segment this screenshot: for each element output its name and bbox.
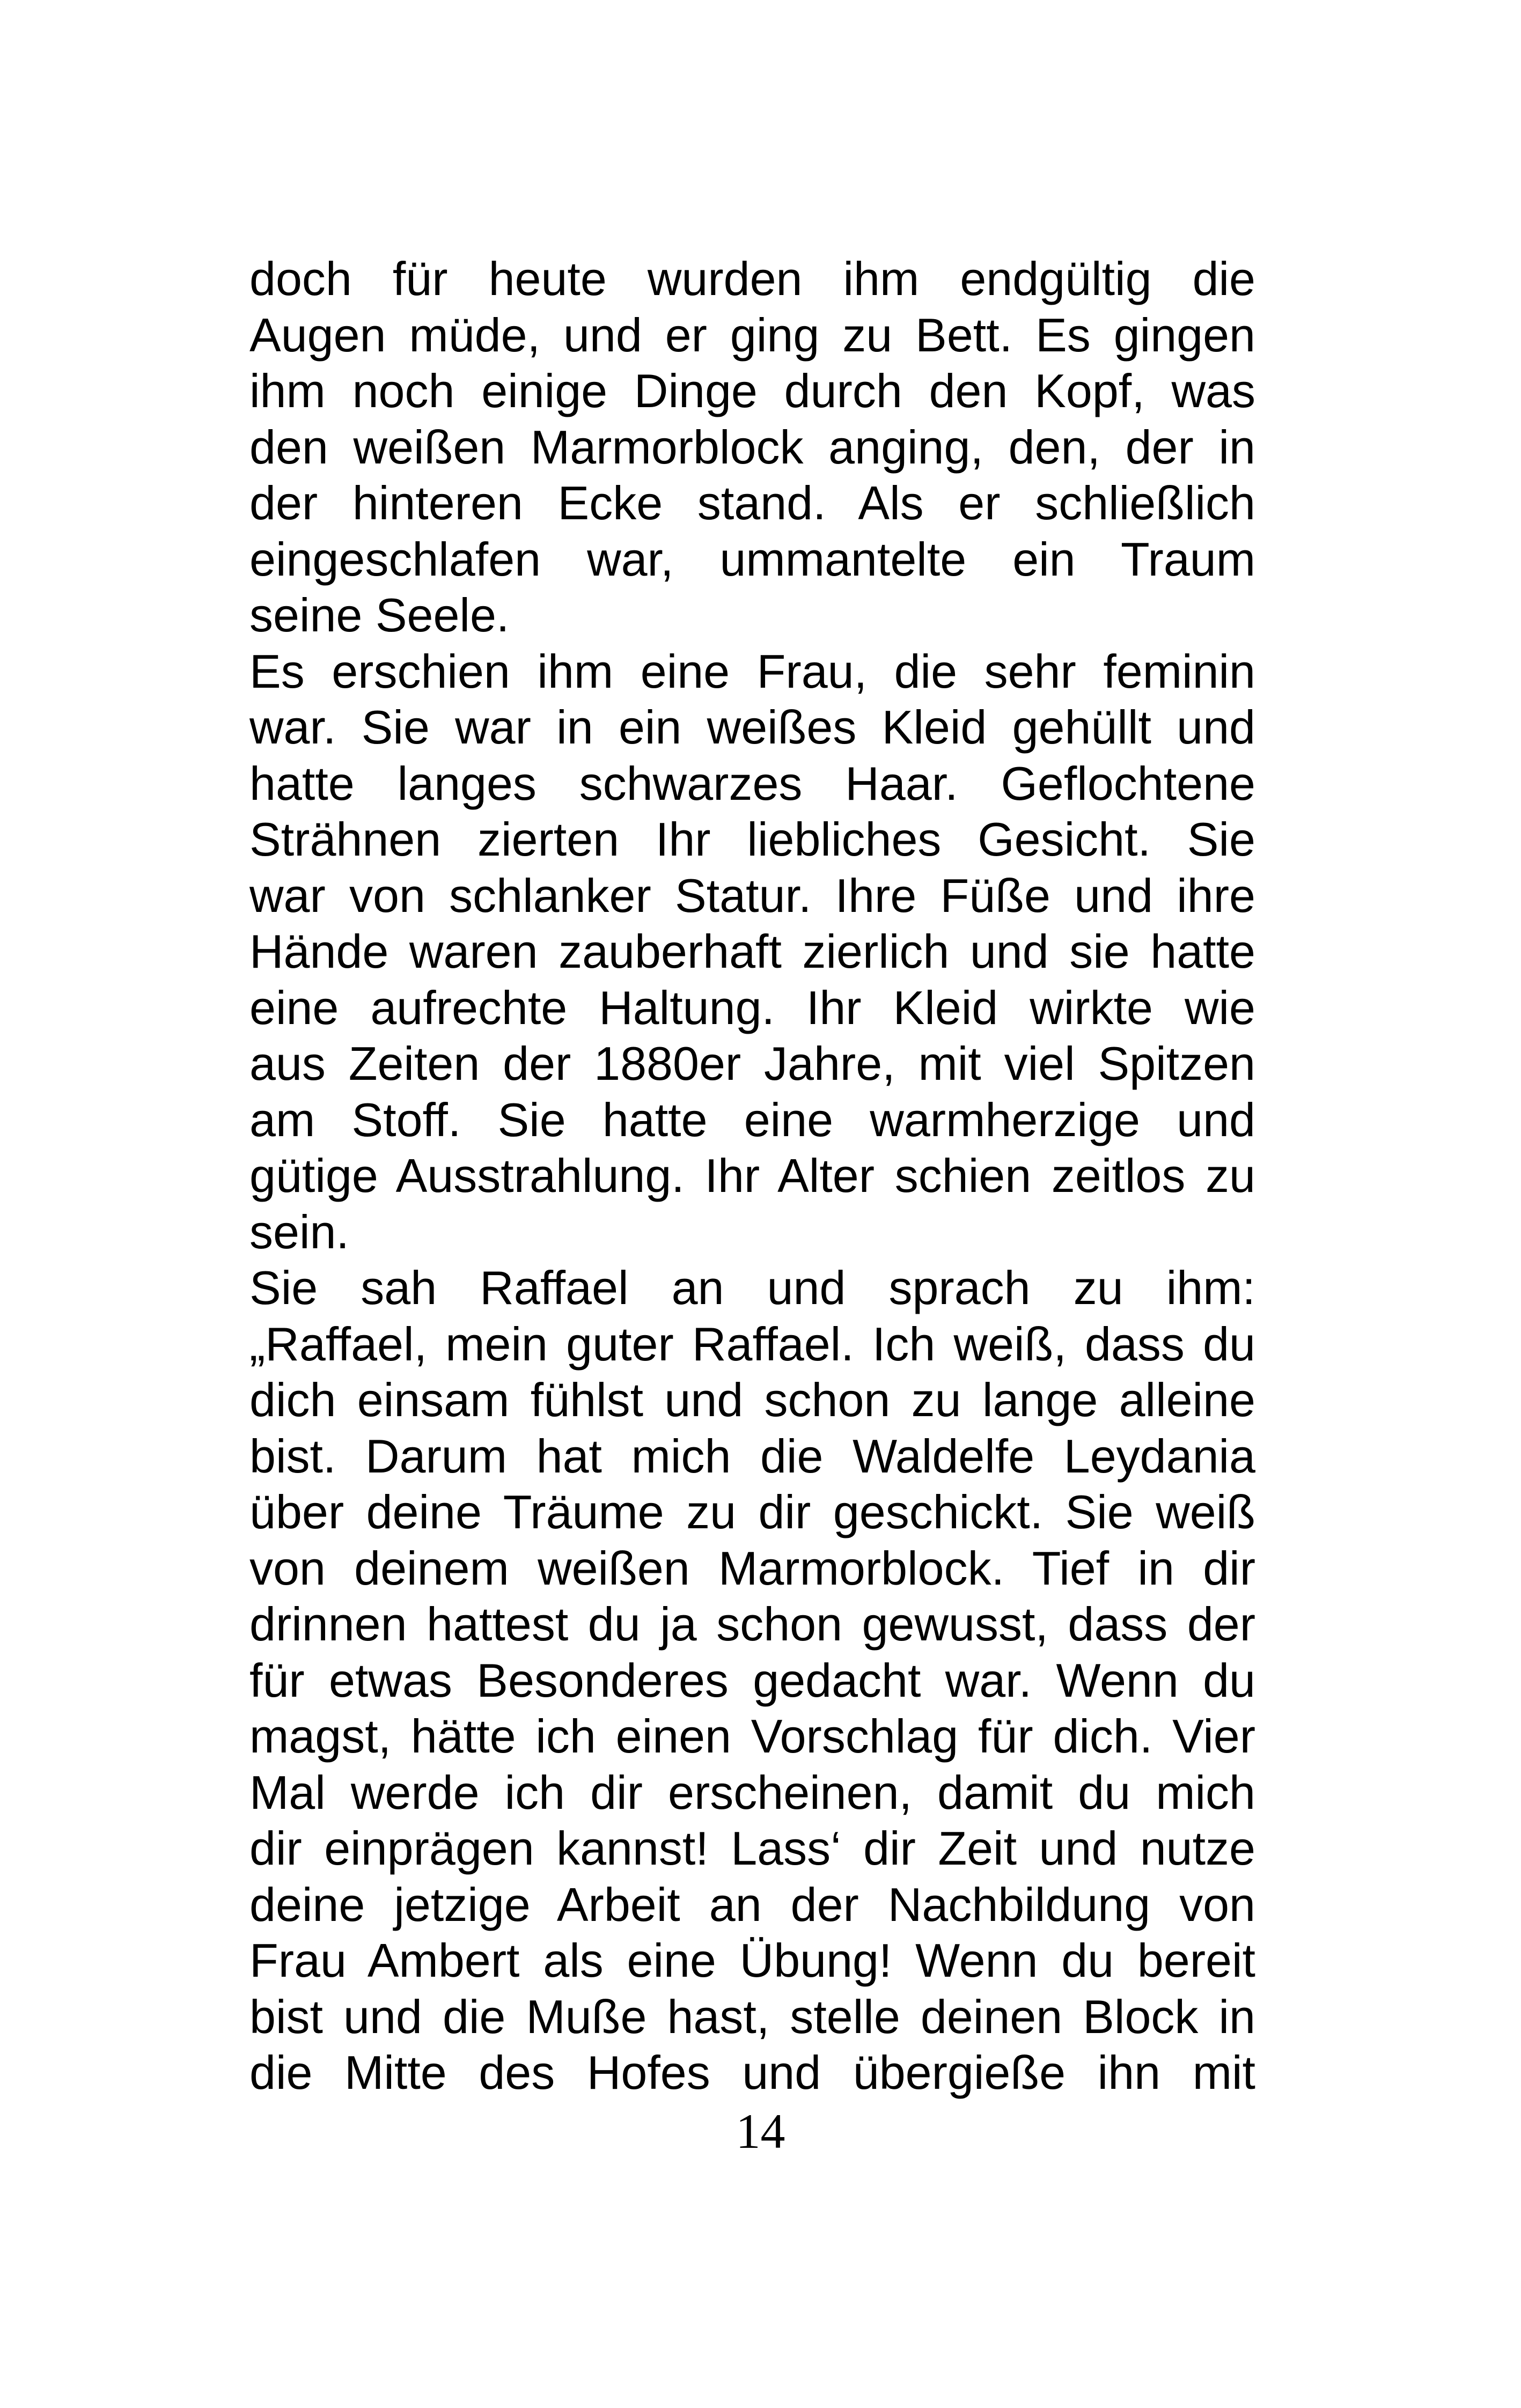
text-line: gütige Ausstrahlung. Ihr Alter schien zeitlos zu — [249, 1149, 1255, 1202]
text-line: Strähnen zierten Ihr liebliches Gesicht. Sie — [249, 813, 1255, 866]
text-line: Es erschien ihm eine Frau, die sehr feminin — [249, 644, 1255, 698]
text-line: Hände waren zauberhaft zierlich und sie hatte — [249, 925, 1255, 978]
text-line: von deinem weißen Marmorblock. Tief in dir — [249, 1541, 1255, 1595]
paragraph — [249, 644, 1255, 1261]
text-line: doch für heute wurden ihm endgültig die — [249, 252, 1255, 305]
text-line: bist. Darum hat mich die Waldelfe Leydania — [249, 1429, 1255, 1483]
text-line: aus Zeiten der 1880er Jahre, mit viel Spitzen — [249, 1037, 1255, 1090]
text-line: der hinteren Ecke stand. Als er schließlich — [249, 476, 1255, 529]
text-line: für etwas Besonderes gedacht war. Wenn du — [249, 1653, 1255, 1707]
body-text — [249, 251, 1255, 2101]
page-number: 14 — [736, 2104, 785, 2159]
text-line: „Raffael, mein guter Raffael. Ich weiß, dass du — [249, 1317, 1255, 1371]
text-line: Mal werde ich dir erscheinen, damit du mich — [249, 1765, 1255, 1819]
text-line: über deine Träume zu dir geschickt. Sie weiß — [249, 1485, 1255, 1538]
text-line: drinnen hattest du ja schon gewusst, dass der — [249, 1597, 1255, 1651]
text-line: Frau Ambert als eine Übung! Wenn du bereit — [249, 1934, 1255, 1987]
text-line: sein. — [249, 1205, 349, 1258]
text-line: den weißen Marmorblock anging, den, der in — [249, 420, 1255, 474]
text-line: hatte langes schwarzes Haar. Geflochtene — [249, 756, 1255, 810]
text-line: deine jetzige Arbeit an der Nachbildung von — [249, 1877, 1255, 1931]
text-line: war. Sie war in ein weißes Kleid gehüllt und — [249, 701, 1255, 754]
text-line: eingeschlafen war, ummantelte ein Traum — [249, 532, 1255, 586]
text-line: die Mitte des Hofes und übergieße ihn mit — [249, 2046, 1255, 2099]
text-line: war von schlanker Statur. Ihre Füße und ihre — [249, 868, 1255, 922]
text-line: am Stoff. Sie hatte eine warmherzige und — [249, 1093, 1255, 1146]
paragraph — [249, 251, 1255, 644]
text-line: dir einprägen kannst! Lass‘ dir Zeit und nutze — [249, 1822, 1255, 1875]
text-line: seine Seele. — [249, 588, 510, 642]
text-line: ihm noch einige Dinge durch den Kopf, was — [249, 364, 1255, 417]
text-line: eine aufrechte Haltung. Ihr Kleid wirkte wie — [249, 981, 1255, 1034]
text-line: bist und die Muße hast, stelle deinen Block in — [249, 1990, 1255, 2043]
text-line: dich einsam fühlst und schon zu lange alleine — [249, 1373, 1255, 1426]
paragraph — [249, 1260, 1255, 2101]
text-line: Sie sah Raffael an und sprach zu ihm: — [249, 1261, 1255, 1314]
text-line: Augen müde, und er ging zu Bett. Es gingen — [249, 308, 1255, 362]
text-line: magst, hätte ich einen Vorschlag für dich. Vier — [249, 1710, 1255, 1763]
